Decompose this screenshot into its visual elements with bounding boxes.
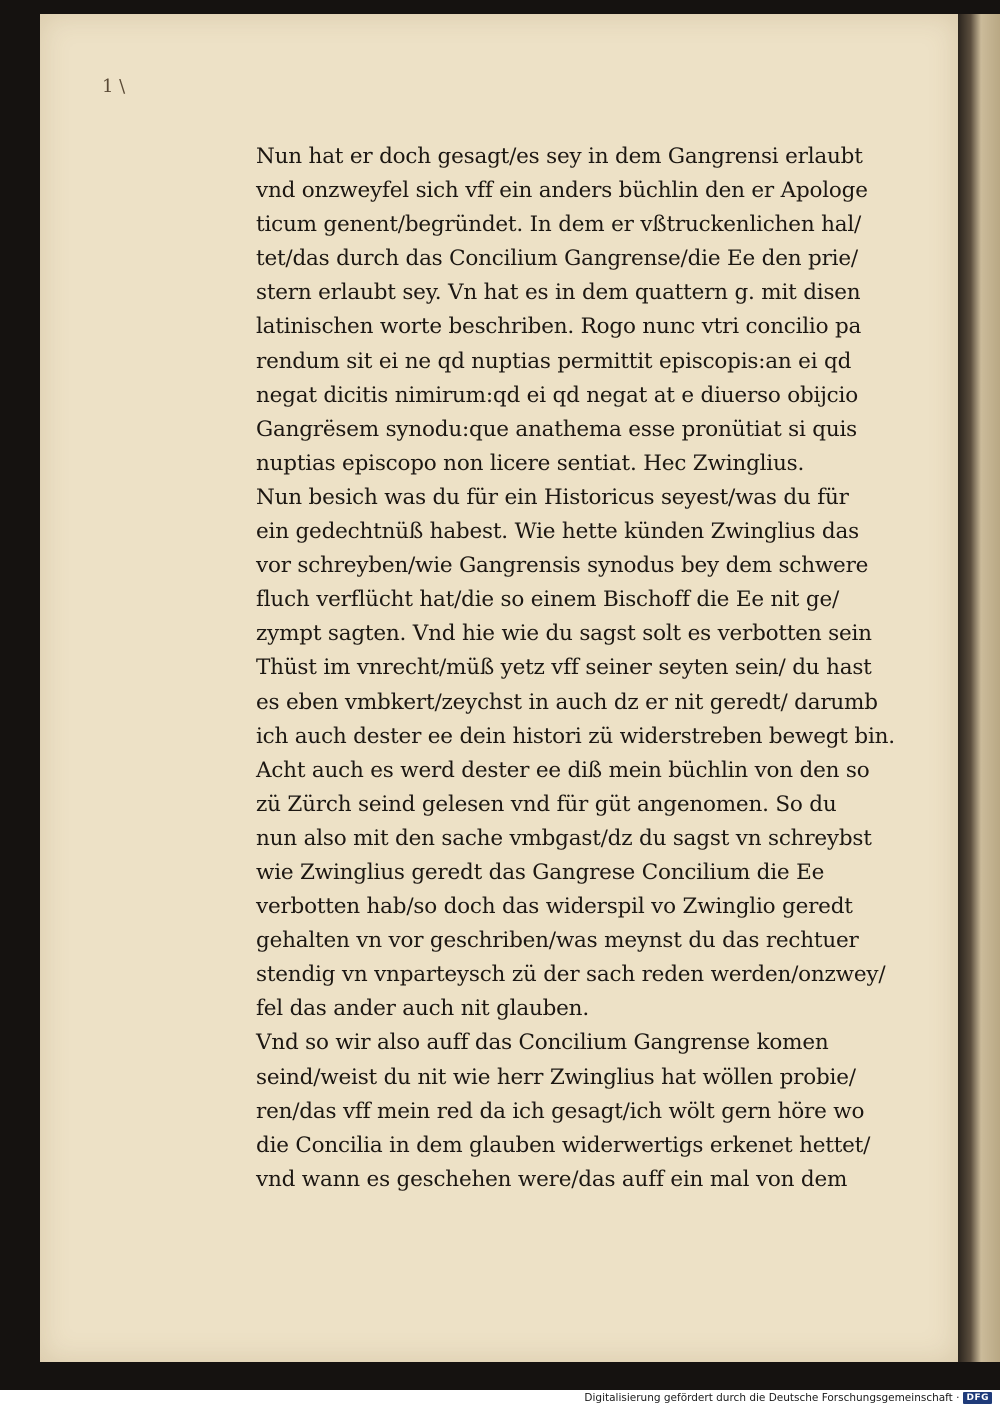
text-line: Thüst im vnrecht/müß yetz vff seiner seyten sein/ du hast <box>256 655 872 681</box>
text-line: Nun hat er doch gesagt/es sey in dem Gangrensi erlaubt <box>256 144 863 169</box>
text-line: seind/weist du nit wie herr Zwinglius hat wöllen probie/ <box>256 1064 856 1090</box>
text-line: Gangrësem synodu:que anathema esse pronütiat si quis <box>256 416 858 442</box>
text-line: stendig vn vnparteysch zü der sach reden werden/onzwey/ <box>256 962 886 988</box>
text-line: vnd wann es geschehen were/das auff ein mal von dem <box>256 1166 848 1192</box>
text-line: zü Zürch seind gelesen vnd für güt angenomen. So du <box>256 791 837 817</box>
text-line: Nun besich was du für ein Historicus seyest/was du für <box>256 484 849 510</box>
text-line: fel das ander auch nit glauben. <box>256 996 589 1022</box>
text-line: Acht auch es werd dester ee diß mein büchlin von den so <box>256 757 870 783</box>
digitization-credit: Digitalisierung gefördert durch die Deutsche Forschungsgemeinschaft · <box>584 1392 960 1404</box>
dfg-logo: DFG <box>963 1392 992 1404</box>
text-line: Vnd so wir also auff das Concilium Gangrense komen <box>256 1030 829 1056</box>
text-line: zympt sagten. Vnd hie wie du sagst solt es verbotten sein <box>256 621 872 647</box>
text-line: ren/das vff mein red da ich gesagt/ich wölt gern höre wo <box>256 1098 865 1124</box>
text-line: wie Zwinglius geredt das Gangrese Concilium die Ee <box>256 859 825 885</box>
text-line: die Concilia in dem glauben widerwertigs erkenet hettet/ <box>256 1132 871 1158</box>
text-line: latinischen worte beschriben. Rogo nunc vtri concilio pa <box>256 314 862 340</box>
text-line: vor schreyben/wie Gangrensis synodus bey dem schwere <box>256 553 869 579</box>
text-line: nun also mit den sache vmbgast/dz du sagst vn schreybst <box>256 825 872 851</box>
text-line: stern erlaubt sey. Vn hat es in dem quattern g. mit disen <box>256 280 861 306</box>
book-page-edge <box>958 14 1000 1362</box>
text-line: tet/das durch das Concilium Gangrense/die Ee den prie/ <box>256 246 858 272</box>
text-line: nuptias episcopo non licere sentiat. Hec Zwinglius. <box>256 450 805 476</box>
text-line: fluch verflücht hat/die so einem Bischoff die Ee nit ge/ <box>256 587 840 613</box>
footer <box>584 1392 992 1404</box>
text-line: ein gedechtnüß habest. Wie hette künden Zwinglius das <box>256 519 859 545</box>
marginal-mark: 1 \ <box>102 76 126 97</box>
text-line: rendum sit ei ne qd nuptias permittit episcopis:an ei qd <box>256 348 852 374</box>
text-line: ich auch dester ee dein histori zü widerstreben bewegt bin. <box>256 723 895 749</box>
text-line: negat dicitis nimirum:qd ei qd negat at e diuerso obijcio <box>256 382 858 408</box>
text-line: ticum genent/begründet. In dem er vßtruckenlichen hal/ <box>256 212 862 238</box>
text-line: verbotten hab/so doch das widerspil vo Zwinglio geredt <box>256 894 853 920</box>
text-line: gehalten vn vor geschriben/was meynst du das rechtuer <box>256 928 859 954</box>
text-line: vnd onzweyfel sich vff ein anders büchlin den er Apologe <box>256 178 868 204</box>
text-line: es eben vmbkert/zeychst in auch dz er nit geredt/ darumb <box>256 689 878 715</box>
body-text <box>256 140 908 1197</box>
